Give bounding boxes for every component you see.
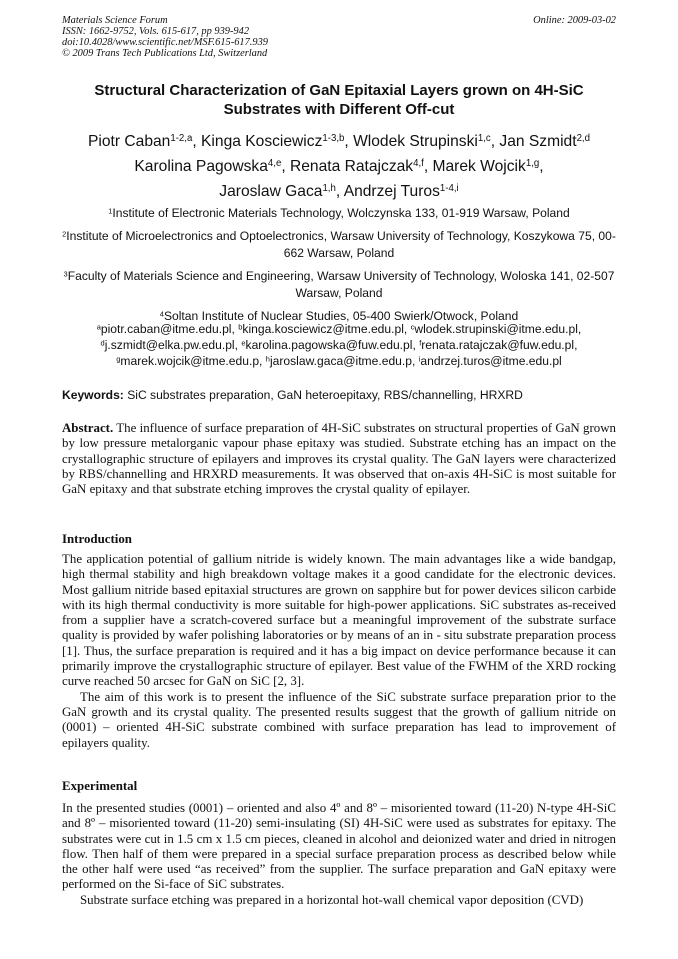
email-list bbox=[62, 321, 616, 369]
email-address: $^g$marek.wojcik@itme.edu.p, bbox=[116, 354, 266, 368]
affiliation: $^1$Institute of Electronic Materials Technology, Wolczynska 133, 01-919 Warsaw, Poland bbox=[108, 206, 570, 220]
paragraph: In the presented studies (0001) – oriented and also 4º and 8º – misoriented toward (11-20) N-type 4H-SiC and 8º – misoriented toward (11-20) semi-insulating (SI) 4H-SiC were used as substrates for epitaxy. The substrates were cut in 1.5 cm x 1.5 cm pieces, cleaned in alcohol and deionized water and dried in nitrogen flow. Then half of them were prepared in a special surface preparation process as described below while the other half were used “as received” from the supplier. The surface preparation and GaN epitaxy were performed on the Si-face of SiC substrates. bbox=[62, 801, 616, 892]
author: Jan Szmidt$^{2,d}$ bbox=[499, 133, 590, 150]
author-line-1 bbox=[62, 129, 616, 154]
author: Karolina Pagowska$^{4,e}$, bbox=[134, 158, 290, 175]
author-list bbox=[62, 129, 616, 204]
journal-name: Materials Science Forum bbox=[62, 15, 168, 26]
email-address: $^i$andrzej.turos@itme.edu.pl bbox=[418, 354, 562, 368]
issn-line: ISSN: 1662-9752, Vols. 615-617, pp 939-942 bbox=[62, 26, 250, 37]
copyright-line: © 2009 Trans Tech Publications Ltd, Switzerland bbox=[62, 48, 268, 59]
email-line-1 bbox=[62, 321, 616, 337]
doi-line: doi:10.4028/www.scientific.net/MSF.615-617.939 bbox=[62, 37, 268, 48]
author: Piotr Caban$^{1-2,a}$, bbox=[87, 133, 202, 150]
online-date: Online: 2009-03-02 bbox=[533, 15, 616, 26]
experimental-body bbox=[62, 801, 616, 908]
experimental-heading: Experimental bbox=[62, 779, 138, 793]
paper-title: Structural Characterization of GaN Epitaxial Layers grown on 4H-SiC Substrates with Different Off-cut bbox=[94, 82, 584, 118]
author-line-2 bbox=[62, 154, 616, 179]
author: Andrzej Turos$^{1-4,i}$ bbox=[343, 183, 459, 200]
author: Renata Ratajczak$^{4,f}$, bbox=[290, 158, 433, 175]
paragraph: The aim of this work is to present the influence of the SiC substrate surface preparation prior to the GaN growth and its crystal quality. The presented results suggest that the growth of gallium nitride on (0001) – oriented 4H-SiC substrate combined with surface preparation has lead to improvement of epilayers quality. bbox=[62, 689, 616, 750]
affiliation-list bbox=[62, 205, 616, 331]
introduction-heading: Introduction bbox=[62, 532, 132, 546]
paragraph: The application potential of gallium nitride is widely known. The main advantages like a wide bandgap, high thermal stability and high breakdown voltage makes it a good candidate for the electronic devices. Most gallium nitride based epitaxial structures are grown on sapphire but for power devices silicon carbide with its high thermal conductivity is more suitable for high-power applications. SiC substrates as-received from a supplier have a scratch-covered surface but a meaningful improvement of the substrate surface quality is provided by wafer polishing laboratories or by means of an in - situ substrate preparation process [1]. Thus, the surface preparation is required and it has a big impact on device performance because it can primarily improve the crystallographic structure of epilayer. Best value of the FWHM of the XRD rocking curve reached 50 arcsec for GaN on SiC [2, 3]. bbox=[62, 552, 616, 689]
author: Wlodek Strupinski$^{1,c}$, bbox=[353, 133, 500, 150]
keywords-text: SiC substrates preparation, GaN heteroepitaxy, RBS/channelling, HRXRD bbox=[123, 388, 523, 402]
introduction-body bbox=[62, 552, 616, 751]
email-line-2 bbox=[62, 337, 616, 353]
author: Kinga Kosciewicz$^{1-3,b}$, bbox=[201, 133, 354, 150]
email-address: $^h$jaroslaw.gaca@itme.edu.p, bbox=[265, 354, 419, 368]
abstract bbox=[62, 421, 616, 497]
journal-header bbox=[62, 15, 268, 59]
keywords bbox=[62, 387, 616, 403]
affiliation: $^3$Faculty of Materials Science and Engineering, Warsaw University of Technology, Woloska 141, 02-507 Warsaw, Poland bbox=[63, 269, 615, 300]
affiliation: $^2$Institute of Microelectronics and Optoelectronics, Warsaw University of Technology, Koszykowa 75, 00-662 Warsaw, Poland bbox=[62, 229, 616, 260]
email-address: $^a$piotr.caban@itme.edu.pl, bbox=[96, 322, 239, 336]
author-line-3 bbox=[62, 179, 616, 204]
abstract-label: Abstract. bbox=[62, 421, 114, 435]
paragraph: Substrate surface etching was prepared in a horizontal hot-wall chemical vapor deposition (CVD) bbox=[80, 892, 584, 907]
author: Marek Wojcik$^{1,g}$, bbox=[432, 158, 544, 175]
author: Jaroslaw Gaca$^{1,h}$, bbox=[219, 183, 344, 200]
email-address: $^f$renata.ratajczak@fuw.edu.pl, bbox=[419, 338, 578, 352]
affiliation: $^4$Soltan Institute of Nuclear Studies, 05-400 Swierk/Otwock, Poland bbox=[159, 309, 519, 323]
email-address: $^d$j.szmidt@elka.pw.edu.pl, bbox=[100, 338, 242, 352]
email-address: $^b$kinga.kosciewicz@itme.edu.pl, bbox=[238, 322, 411, 336]
email-address: $^c$wlodek.strupinski@itme.edu.pl, bbox=[410, 322, 582, 336]
email-line-3 bbox=[62, 353, 616, 369]
email-address: $^e$karolina.pagowska@fuw.edu.pl, bbox=[241, 338, 420, 352]
abstract-text: The influence of surface preparation of 4H-SiC substrates on structural properties of GaN grown by low pressure metalorganic vapour phase epitaxy was studied. Substrate etching has an impact on the crystallographic structure of epilayers and improves its crystal quality. The GaN layers were characterized by RBS/channelling and HRXRD measurements. It was observed that on-axis 4H-SiC is most suitable for GaN epitaxy and that substrate etching improves the crystal quality of epilayer. bbox=[62, 421, 616, 497]
keywords-label: Keywords: bbox=[62, 388, 124, 402]
